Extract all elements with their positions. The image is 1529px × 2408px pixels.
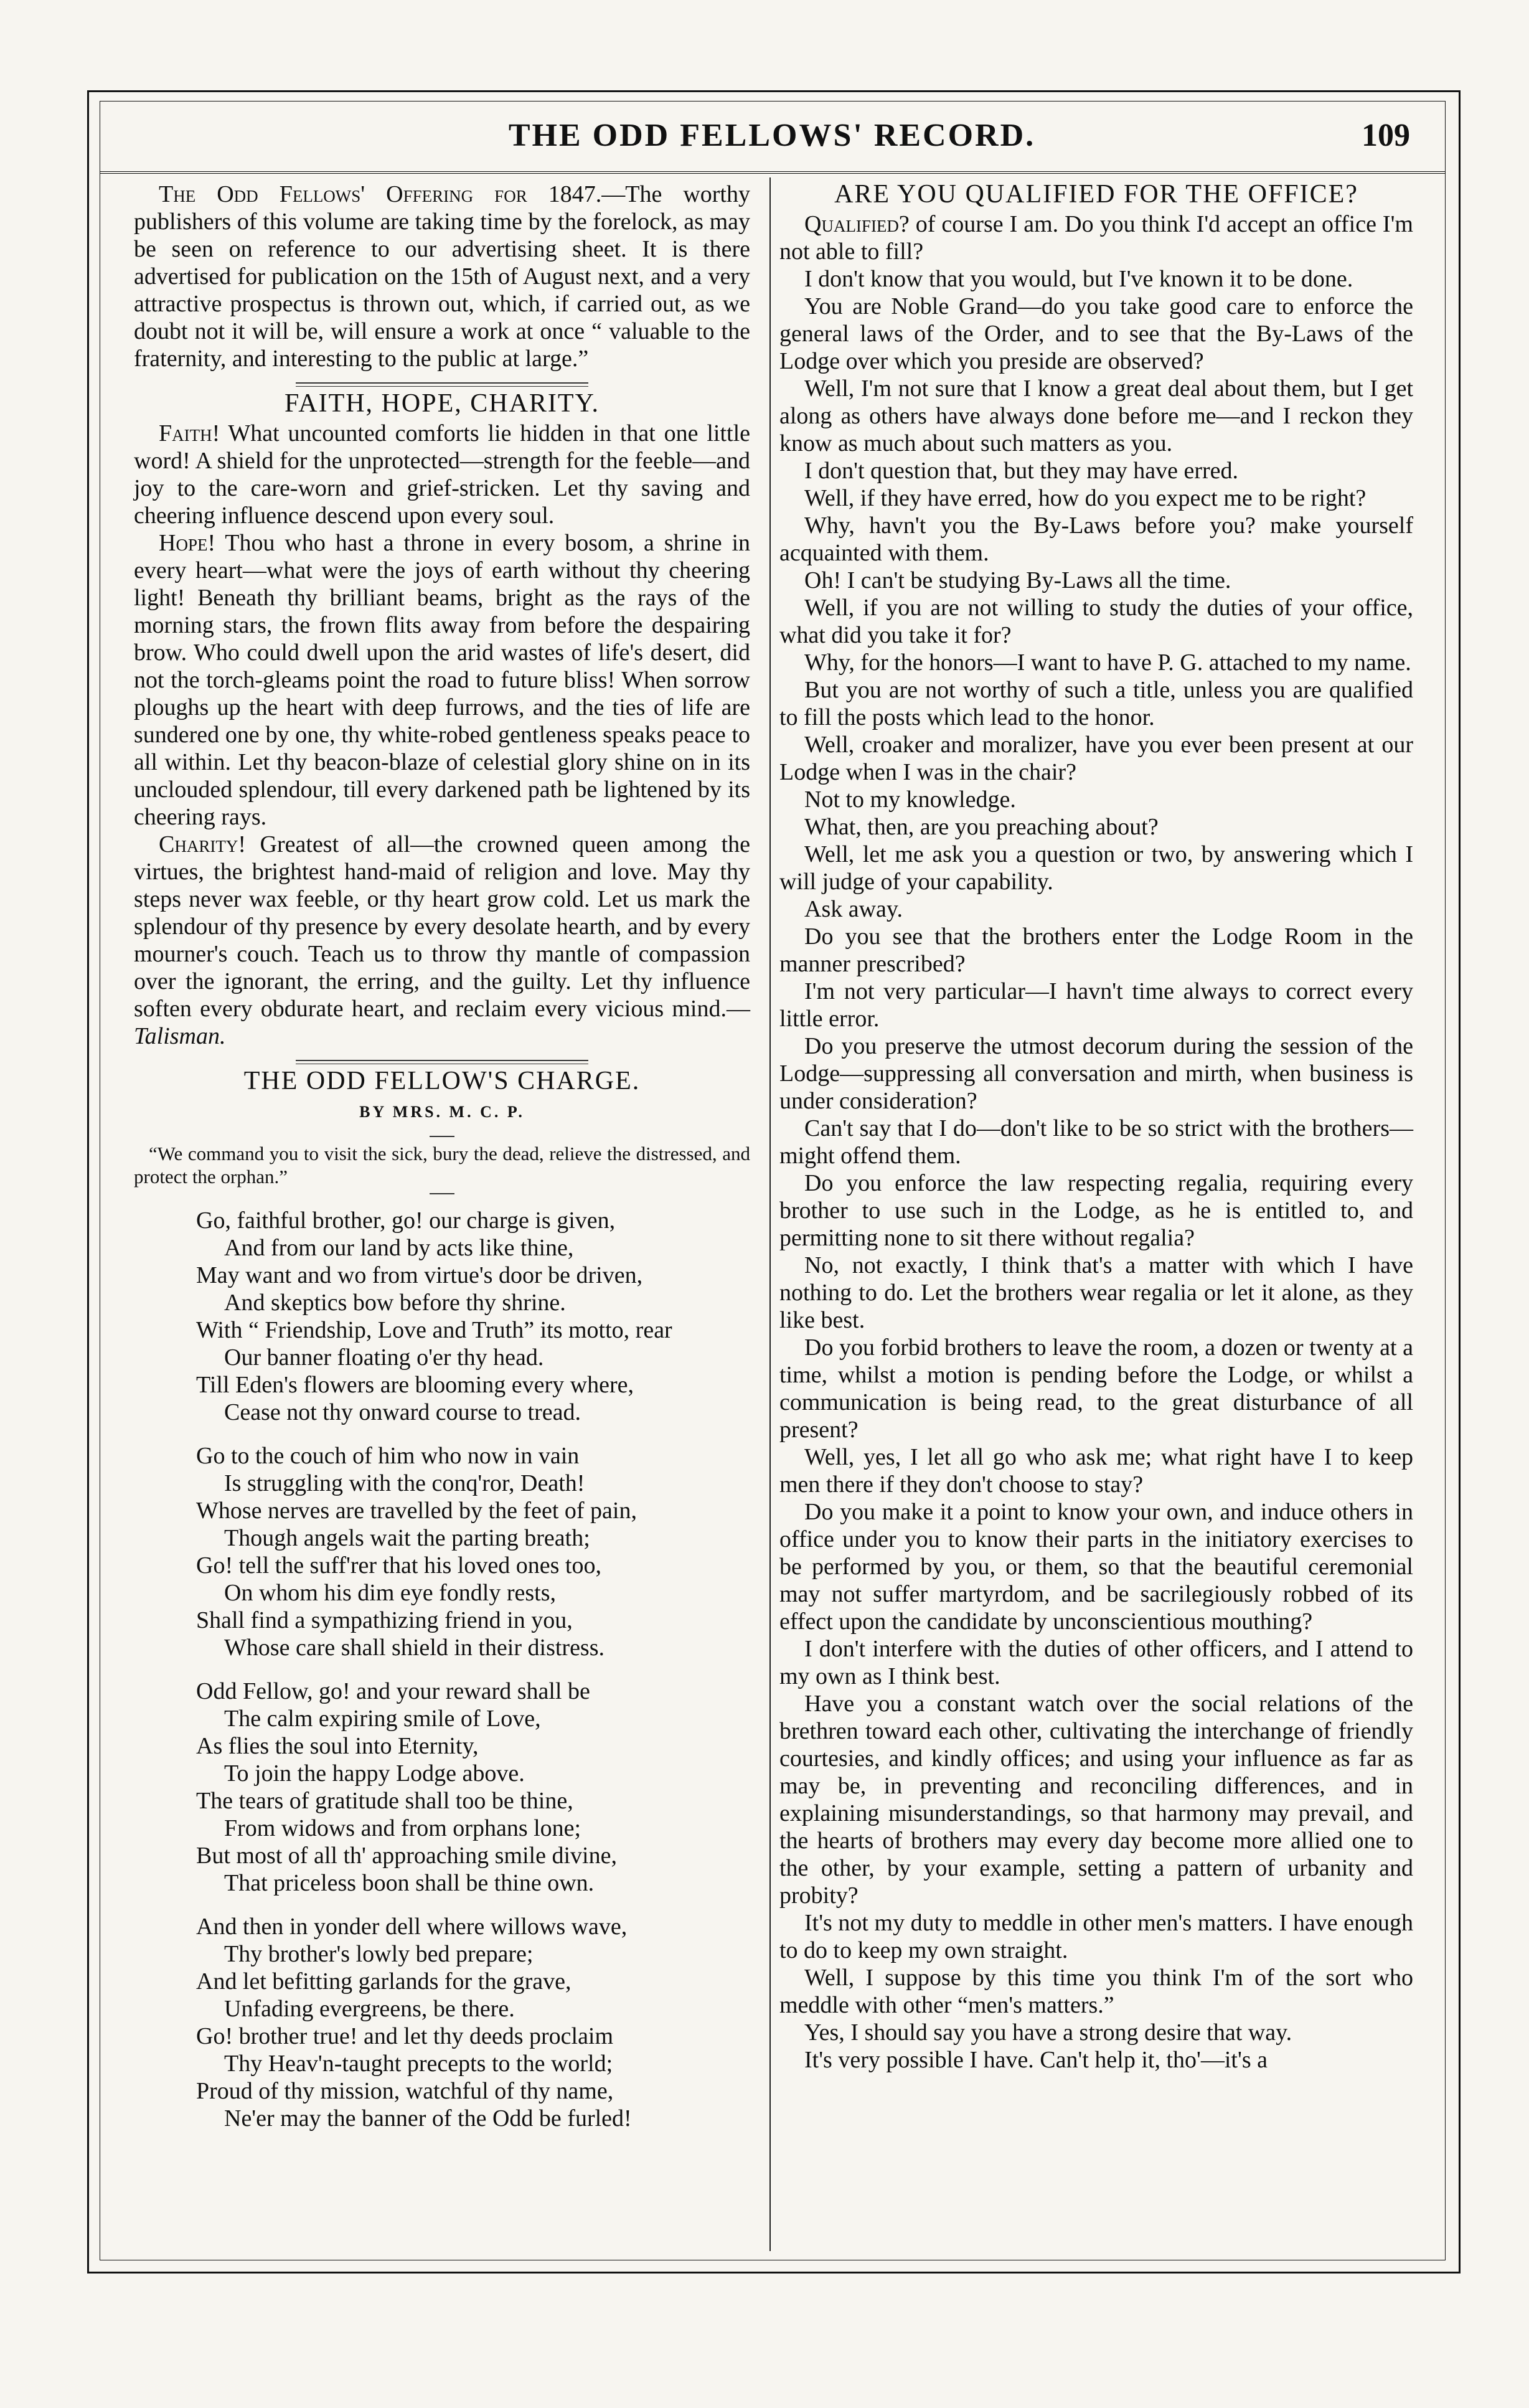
poem-line: And skeptics bow before thy shrine. [224,1290,566,1316]
poem-line: Unfading evergreens, be there. [224,1996,515,2022]
poem-line: That priceless boon shall be thine own. [224,1870,595,1896]
qualified-first-text: ? of course I am. Do you think I'd accept an office I'm not able to fill? [779,211,1413,265]
poem-line: With “ Friendship, Love and Truth” its motto, rear [196,1317,672,1343]
poem-line: From widows and from orphans lone; [224,1815,581,1841]
dash-rule [430,1136,454,1137]
poem-stanza [196,1442,750,1661]
poem-line: Proud of thy mission, watchful of thy name, [196,2078,614,2104]
dialogue-paragraph: What, then, are you preaching about? [804,814,1159,840]
dialogue-paragraph: I don't interfere with the duties of other officers, and I attend to my own as I think best. [779,1636,1413,1689]
dialogue-paragraph [779,210,1413,265]
offering-text: 1847.—The worthy publishers of this volume are taking time by the forelock, as may be seen on reference to our advertising sheet. It is there advertised for publication on the 15th of August next, and a very attractive prospectus is thrown out, which, if carried out, as we doubt not it will be, will ensure a work at once “ valuable to the fraternity, and interesting to the public at large.” [134,181,750,372]
dialogue-paragraph: Do you enforce the law respecting regalia, requiring every brother to use such in the Lodge, as he is entitled to, and permitting none to sit there without regalia? [779,1170,1413,1251]
poem-line: To join the happy Lodge above. [224,1760,525,1787]
poem-line: Go! tell the suff'rer that his loved ones too, [196,1552,601,1579]
left-column [134,181,750,2132]
poem-line: Whose care shall shield in their distress. [224,1635,605,1661]
poem-line: Thy Heav'n-taught precepts to the world; [224,2051,613,2077]
dialogue-paragraph: It's very possible I have. Can't help it, tho'—it's a [804,2047,1268,2073]
dialogue-paragraph: Have you a constant watch over the social relations of the brethren toward each other, cultivating the interchange of friendly courtesies, and kindly offices; and using your influence as far as may be, in preventing and reconciling differences, and in explaining misunderstandings, so that harmony may prevail, and the hearts of brothers may every day become more allied one to the other, by your example, setting a pattern of urbanity and probity? [779,1691,1413,1909]
running-header [100,112,1444,168]
poem-line: Cease not thy onward course to tread. [224,1399,581,1425]
dialogue-paragraph: It's not my duty to meddle in other men's matters. I have enough to do to keep my own straight. [779,1910,1413,1963]
offering-notice [134,181,750,372]
dialogue-paragraph: Well, croaker and moralizer, have you ever been present at our Lodge when I was in the chair? [779,732,1413,785]
dialogue-paragraph: Well, if they have erred, how do you expect me to be right? [804,485,1367,511]
charity-paragraph [134,831,750,1050]
faith-lead: Faith [159,420,212,446]
fhc-heading: FAITH, HOPE, CHARITY. [285,389,600,418]
dialogue-paragraph: Not to my knowledge. [804,786,1016,813]
poem-line: Go! brother true! and let thy deeds proclaim [196,2023,614,2049]
offering-lead: The Odd Fellows' Offering for [159,181,527,207]
right-column [779,181,1413,2074]
dialogue-paragraph: Well, I suppose by this time you think I'm of the sort who meddle with other “men's matters.” [779,1965,1413,2018]
poem-line: The calm expiring smile of Love, [224,1706,541,1732]
charge-epigraph: “We command you to visit the sick, bury the dead, relieve the distressed, and protect the orphan.” [134,1143,750,1187]
journal-title: THE ODD FELLOWS' RECORD. [508,118,1036,153]
faith-paragraph [134,420,750,529]
poem-line: Ne'er may the banner of the Odd be furled! [224,2105,632,2132]
poem [134,1207,750,2132]
poem-line: Whose nerves are travelled by the feet of pain, [196,1498,637,1524]
dialogue [779,265,1413,2074]
poem-line: Go to the couch of him who now in vain [196,1443,580,1469]
dialogue-paragraph: Do you make it a point to know your own, and induce others in office under you to know their parts in the initiatory exercises to be performed by you, or them, so that the beautiful ceremonial may not suffer martyrdom, and be sacrilegiously robbed of its effect upon the candidate by unconscientious mouthing? [779,1499,1413,1635]
hope-lead: Hope [159,530,208,556]
dialogue-paragraph: Well, I'm not sure that I know a great deal about them, but I get along as others have always done before me—and I reckon they know as much about such matters as you. [779,375,1413,456]
dialogue-paragraph: Ask away. [804,896,903,922]
poem-line: Thy brother's lowly bed prepare; [224,1941,534,1967]
poem-line: And let befitting garlands for the grave, [196,1968,572,1995]
dialogue-paragraph: Well, if you are not willing to study the duties of your office, what did you take it for? [779,595,1413,648]
dialogue-paragraph: I don't question that, but they may have erred. [804,458,1238,484]
dash-rule [430,1193,454,1194]
poem-stanza [196,1678,750,1897]
dialogue-paragraph: But you are not worthy of such a title, unless you are qualified to fill the posts which lead to the honor. [779,677,1413,730]
dialogue-paragraph: You are Noble Grand—do you take good care to enforce the general laws of the Order, and to see that the By-Laws of the Lodge over which you preside are observed? [779,293,1413,374]
dialogue-paragraph: Well, yes, I let all go who ask me; what right have I to keep men there if they don't choose to stay? [779,1444,1413,1498]
poem-line: Though angels wait the parting breath; [224,1525,590,1551]
qualified-heading: ARE YOU QUALIFIED FOR THE OFFICE? [834,180,1358,209]
section-ornament [296,1060,588,1061]
poem-line: And from our land by acts like thine, [224,1235,574,1261]
poem-line: Shall find a sympathizing friend in you, [196,1607,573,1633]
charity-text: ! Greatest of all—the crowned queen among the virtues, the brightest hand-maid of religion and love. May thy steps never wax feeble, or thy heart grow cold. Let us mark the splendour of thy presence by every desolate hearth, and by every mourner's couch. Teach us to throw thy mantle of compassion over the ignorant, the erring, and the guilty. Let thy influence soften every obdurate heart, and reclaim every vicious mind.— [134,831,750,1022]
dialogue-paragraph: Do you preserve the utmost decorum during the session of the Lodge—suppressing all conversation and mirth, when business is under consideration? [779,1033,1413,1114]
dialogue-paragraph: Well, let me ask you a question or two, by answering which I will judge of your capability. [779,841,1413,895]
dialogue-paragraph: Can't say that I do—don't like to be so strict with the brothers—might offend them. [779,1115,1413,1169]
poem-line: The tears of gratitude shall too be thine, [196,1788,573,1814]
charge-byline: BY MRS. M. C. P. [359,1103,525,1121]
poem-stanza [196,1913,750,2132]
dialogue-paragraph: Do you forbid brothers to leave the room, a dozen or twenty at a time, whilst a motion is pending before the Lodge, or whilst a communication is being read, to the great disturbance of all present? [779,1334,1413,1443]
poem-line: May want and wo from virtue's door be driven, [196,1262,643,1288]
qualified-lead: Qualified [804,211,899,237]
dialogue-paragraph: Why, for the honors—I want to have P. G. attached to my name. [804,649,1411,676]
poem-line: And then in yonder dell where willows wave, [196,1914,628,1940]
faith-text: ! What uncounted comforts lie hidden in that one little word! A shield for the unprotected—strength for the feeble—and joy to the care-worn and grief-stricken. Let thy saving and cheering influence descend upon every soul. [134,420,750,529]
hope-text: ! Thou who hast a throne in every bosom, a shrine in every heart—what were the joys of earth without thy cheering light! Beneath thy brilliant beams, bright as the rays of the morning stars, the frown flits away from before the despairing brow. Who could dwell upon the arid wastes of life's desert, did not the torch-gleams point the road to future bliss! When sorrow ploughs up the heart with deep furrows, and the ties of life are sundered one by one, thy white-robed gentleness speaks peace to all within. Let thy beacon-blaze of celestial glory shine on in its unclouded splendour, till every darkened path be lightened by its cheering rays. [134,530,750,830]
dialogue-paragraph: No, not exactly, I think that's a matter with which I have nothing to do. Let the brothers wear regalia or let it alone, as they like best. [779,1252,1413,1333]
charity-source: Talisman. [134,1023,226,1049]
poem-line: On whom his dim eye fondly rests, [224,1580,557,1606]
column-divider [769,177,771,2251]
section-ornament [296,382,588,384]
dialogue-paragraph: I'm not very particular—I havn't time always to correct every little error. [779,978,1413,1032]
dialogue-paragraph: I don't know that you would, but I've known it to be done. [804,266,1353,292]
poem-line: As flies the soul into Eternity, [196,1733,479,1759]
dialogue-paragraph: Yes, I should say you have a strong desire that way. [804,2019,1292,2046]
dialogue-paragraph: Oh! I can't be studying By-Laws all the time. [804,567,1231,593]
poem-line: Is struggling with the conq'ror, Death! [224,1470,585,1496]
poem-line: Odd Fellow, go! and your reward shall be [196,1678,590,1704]
poem-stanza [196,1207,750,1426]
dialogue-paragraph: Do you see that the brothers enter the Lodge Room in the manner prescribed? [779,923,1413,977]
dialogue-paragraph: Why, havn't you the By-Laws before you? make yourself acquainted with them. [779,512,1413,566]
poem-line: Our banner floating o'er thy head. [224,1344,544,1371]
page-number: 109 [1362,118,1410,153]
hope-paragraph [134,529,750,831]
poem-line: Go, faithful brother, go! our charge is given, [196,1207,616,1234]
header-rule [100,171,1446,174]
poem-line: But most of all th' approaching smile divine, [196,1843,617,1869]
charge-heading: THE ODD FELLOW'S CHARGE. [243,1067,641,1095]
charity-lead: Charity [159,831,238,857]
poem-line: Till Eden's flowers are blooming every where, [196,1372,634,1398]
